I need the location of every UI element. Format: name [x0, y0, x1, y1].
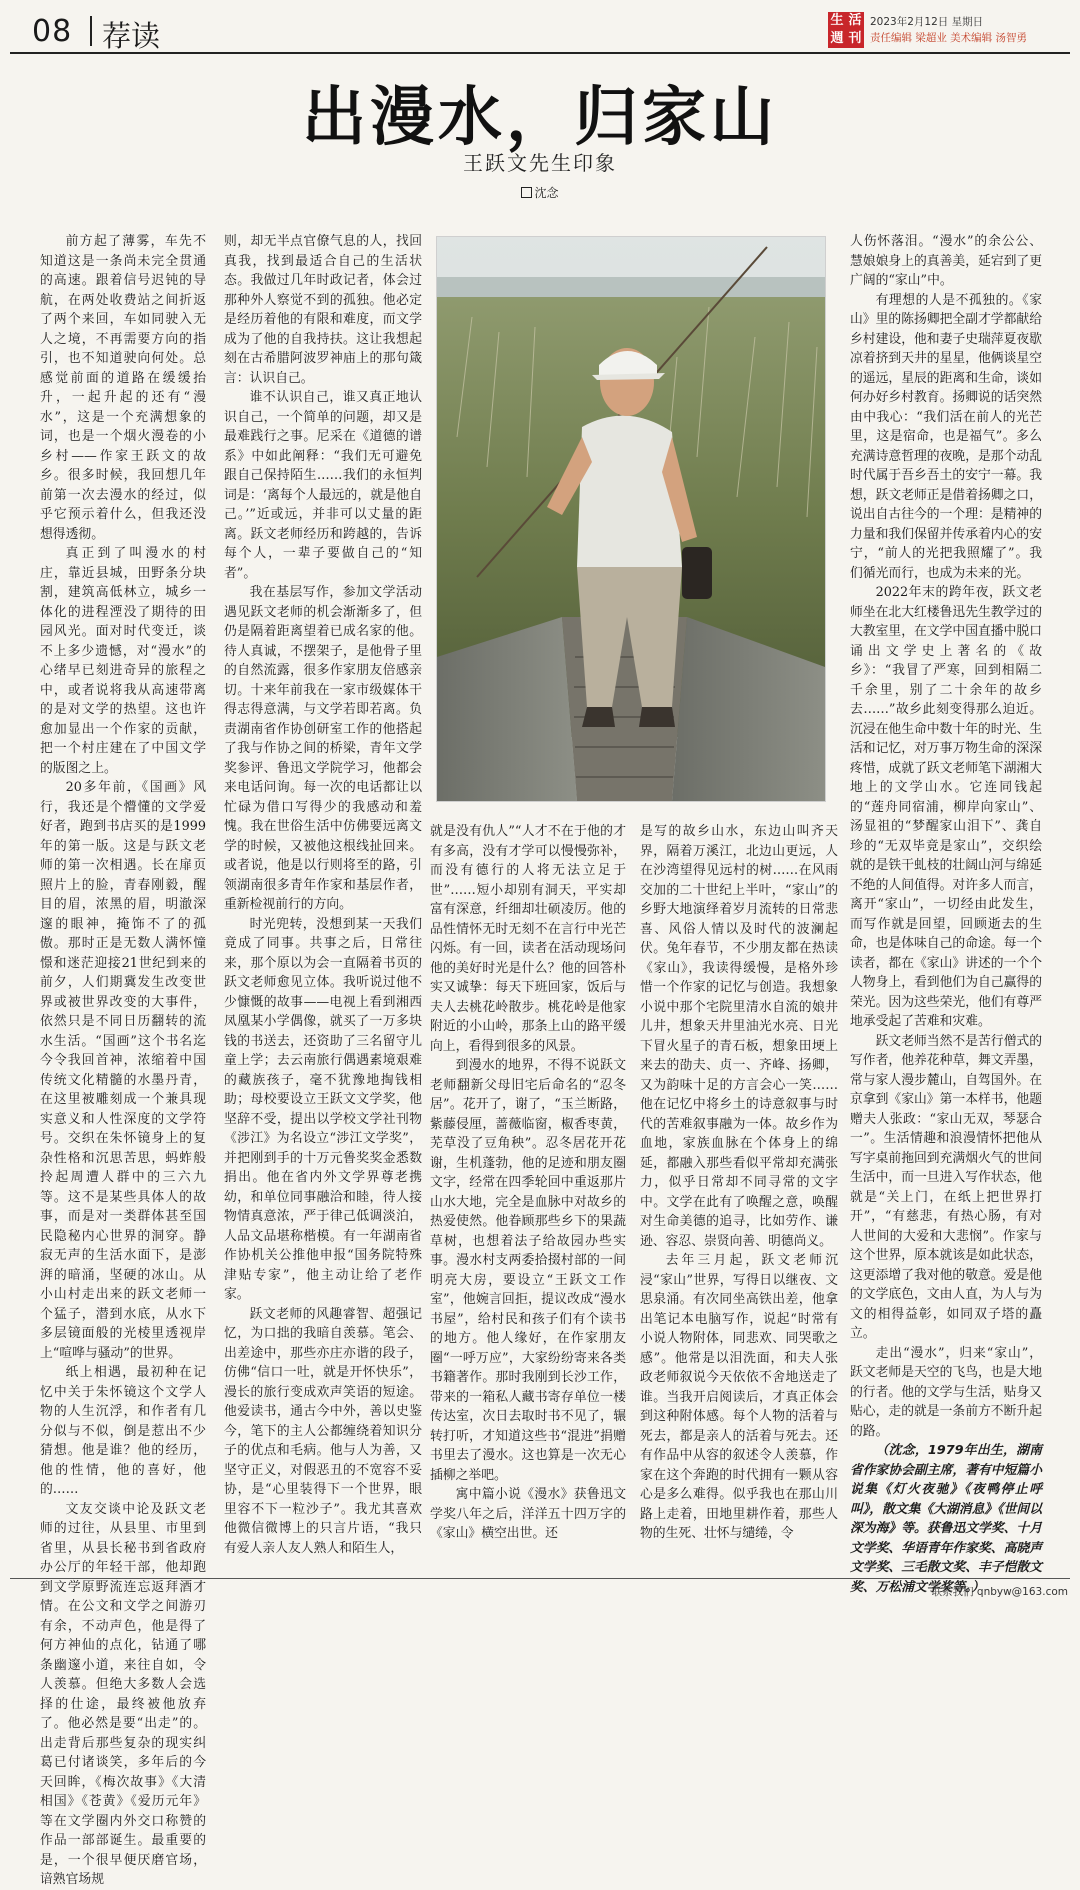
paragraph: 是写的故乡山水，东边山叫齐天界，隔着万溪江，北边山更远，人在沙湾望得见远村的树……在风雨交加的二十世纪上半叶，“家山”的乡野大地演绎着岁月流转的日常悲喜、风俗人情以及时代的波澜起伏。兔年春节，不少朋友都在热读《家山》，我读得缓慢，是格外珍惜一个作家的记忆与创造。我想象小说中那个宅院里清水自流的娘井儿井，想象天井里油光水亮、日光下冒火星子的青石板，想象田埂上来去的劭夫、贞一、齐峰、扬卿，又为韵味十足的方言会心一笑……他在记忆中将乡土的诗意叙事与时代的苦难叙事融为一体。故乡作为血地，家族血脉在个体身上的绵延，都融入那些看似平常却充满张力，似乎日常却不同寻常的文字中。文学在此有了唤醒之意，唤醒对生命美德的追寻，比如劳作、谦逊、容忍、崇贤向善、明德尚义。 [640, 824, 838, 1249]
article-column-4 [640, 822, 838, 1568]
paragraph: 人伤怀落泪。“漫水”的余公公、慧娘娘身上的真善美，延宕到了更广阔的“家山”中。 [850, 234, 1042, 288]
logo-char: 週 [830, 31, 844, 46]
logo-char: 生 [830, 13, 844, 28]
masthead-divider [90, 16, 92, 46]
article-title: 出漫水，归家山 [302, 81, 778, 155]
paragraph: 时光兜转，没想到某一天我们竟成了同事。共事之后，日常往来，那个原以为会一直隔着书页的跃文老师愈见立体。我听说过他不少慷慨的故事——电视上看到湘西凤凰某小学偶像，就买了一万多块钱的书送去，还资助了三名留守儿童上学；去云南旅行偶遇素境艰难的藏族孩子，毫不犹豫地掏钱相助；母校要设立王跃文文学奖，他坚辞不受，提出以学校文学社刊物《涉江》为名设立“涉江文学奖”，并把刚到手的十万元鲁奖奖金悉数捐出。他在省内外文学界尊老携幼，和单位同事融洽和睦，待人接物情真意浓，严于律己低调淡泊，人品文品堪称楷模。有一年湖南省作协机关公推他申报“国务院特殊津贴专家”，他主动让给了老作家。 [224, 916, 422, 1302]
paragraph: 去年三月起，跃文老师沉浸“家山”世界，写得日以继夜、文思泉涌。有次同坐高铁出差，他拿出笔记本电脑写作，说起“时常有小说人物附体，同悲欢、同哭歌之感”。他常是以泪洗面，和夫人张政老师叙说今天依依不舍地送走了谁。当我开启阅读后，才真正体会到这种附体感。每个人物的活着与死去，都是亲人的活着与死去。还有作品中从容的叙述令人羡慕，作家在这个奔跑的时代拥有一颗从容心是多么难得。似乎我也在那山川路上走着，田地里耕作着，那些人物的生死、壮怀与缱绻，令 [640, 1253, 838, 1541]
paragraph: 谁不认识自己，谁又真正地认识自己，一个简单的问题，却又是最难践行之事。尼采在《道德的谱系》中如此阐释：“我们无可避免跟自己保持陌生……我们的永恒判词是：‘离每个人最远的，就是他自己。’”近或远，并非可以丈量的距离。跃文老师经历和跨越的，告诉每个人，一辈子要做自己的“知者”。 [224, 390, 422, 581]
article-column-2 [224, 232, 422, 1568]
newspaper-logo [828, 12, 864, 48]
masthead [10, 8, 1070, 54]
paragraph: 就是没有仇人”“人才不在于他的才有多高，没有才学可以慢慢弥补，而没有德行的人将无法立足于世”……短小却别有洞天，平实却富有深意，纤细却壮硕凌厉。他的品性情怀无时无刻不在言行中光芒闪烁。有一回，读者在活动现场问他的美好时光是什么？他的回答朴实又诚挚：每天下班回家，饭后与夫人去桃花岭散步。桃花岭是他家附近的小山岭，那条上山的路平缓向上，看得到很多的风景。 [430, 824, 626, 1054]
logo-char: 活 [848, 13, 862, 28]
article-column-3 [430, 822, 626, 1568]
paragraph: 有理想的人是不孤独的。《家山》里的陈扬卿把全副才学都献给乡村建设，他和妻子史瑞萍夏夜歇凉着挤到天井的星星，他俩谈星空的遥远，星辰的距离和生命，谈如何办好乡村教育。扬卿说的话突然由中我心：“我们活在前人的光芒里，这是宿命，也是福气”。多么充满诗意哲理的夜晚，是那个动乱时代属于吾乡吾土的安宁一幕。我想，跃文老师正是借着扬卿之口，说出自古往今的一个理：是精神的力量和我们保留并传承着内心的安宁，“前人的光把我照耀了”。我们循光而行，也成为未来的光。 [850, 292, 1042, 581]
paragraph: 我在基层写作，参加文学活动遇见跃文老师的机会渐渐多了，但仍是隔着距离望着已成名家的他。待人真诚，不摆架子，是他骨子里的自然流露，很多作家朋友倍感亲切。十来年前我在一家市级媒体干得志得意满，与文学若即若离。负责湖南省作协创研室工作的他搭起了我与作协之间的桥梁，青年文学奖参评、鲁迅文学院学习，他都会来电话问询。每一次的电话都让以忙碌为借口写得少的我感动和羞愧。我在世俗生活中仿佛要远离文学的时候，又被他这根线扯回来。或者说，他是以行则将至的路，引领湖南很多青年作家和基层作者，重新检视前行的方向。 [224, 585, 422, 912]
paragraph: 跃文老师当然不是苦行僧式的写作者，他养花种草，舞文弄墨，常与家人漫步麓山，自驾国外。在京拿到《家山》第一本样书，他题赠夫人张政：“家山无双，琴瑟合一”。生活情趣和浪漫情怀把他从写字桌前拖回到充满烟火气的世间生活中，而一旦进入写作状态，他就是“关上门，在纸上把世界打开”，“有慈悲，有热心肠，有对人世间的大爱和大悲悯”。作家与这个世界，原本就该是如此状态，这更添增了我对他的敬意。爱是他的文学底色，文由人直，为人与为文的相得益彰，如同双子塔的矗立。 [850, 1033, 1042, 1341]
paragraph: 跃文老师的风趣睿智、超强记忆，为口拙的我暗自羡慕。笔会、出差途中，那些亦庄亦谐的段子，仿佛“信口一吐，就是开怀快乐”，漫长的旅行变成欢声笑语的短途。他爱读书，通古今中外，善以史鉴今，笔下的主人公都缠绕着知识分子的优点和毛病。他与人为善，又坚守正义，对假恶丑的不宽容不妥协，是“心里装得下一个世界，眼里容不下一粒沙子”。我尤其喜欢他微信微博上的只言片语，“我只有爱人亲人友人熟人和陌生人， [224, 1306, 422, 1556]
logo-char: 刊 [848, 31, 862, 46]
page-number: 08 [32, 14, 73, 49]
paragraph: 2022年末的跨年夜，跃文老师坐在北大红楼鲁迅先生教学过的大教室里，在文学中国直播中脱口诵出文学史上著名的《故乡》：“我冒了严寒，回到相隔二千余里，别了二十余年的故乡去……”故乡此刻变得那么迫近。沉浸在他生命中数十年的时光、生活和记忆，对万事万物生命的深深疼惜，成就了跃文老师笔下湖湘大地上的文学山水。它连同钱起的“莲舟同宿浦，柳岸向家山”、汤显祖的“梦醒家山泪下”、龚自珍的“无双毕竟是家山”，交织绘就的是铁干虬枝的壮阔山河与绵延不绝的人间值得。对许多人而言，离开“家山”，一切经由此发生，而写作就是回望，回顾逝去的生命，也是体味自己的命途。每一个读者，都在《家山》讲述的一个个人物身上，看到他们为自己赢得的荣光。因为这些荣光，他们有尊严地承受起了苦难和灾难。 [850, 585, 1042, 1029]
paragraph: 则，却无半点官僚气息的人，找回真我，找到最适合自己的生活状态。我做过几年时政记者，体会过那种外人察觉不到的孤独。他必定是经历着他的有限和难度，而文学成为了他的自我持扶。这让我想起刻在古希腊阿波罗神庙上的那句箴言：认识自己。 [224, 234, 422, 386]
paragraph: 走出“漫水”，归来“家山”，跃文老师是天空的飞鸟，也是大地的行者。他的文学与生活，贴身又贴心，走的就是一条前方不断升起的路。 [850, 1345, 1042, 1439]
article-column-1 [40, 232, 206, 1887]
author-bio: （沈念，1979年出生，湖南省作家协会副主席，著有中短篇小说集《灯火夜驰》《夜鸭停止呼叫》，散文集《大湖消息》《世间以深为海》等。获鲁迅文学奖、十月文学奖、华语青年作家奖、高晓声文学奖、三毛散文奖、丰子恺散文奖、万松浦文学奖等。） [850, 1443, 1042, 1595]
paragraph: 20多年前，《国画》风行，我还是个懵懂的文学爱好者，跑到书店买的是1999年的第一版。这是与跃文老师的第一次相遇。长在扉页照片上的脸，青春刚毅，醒目的眉，浓黑的眉，明澈深邃的眼神，掩饰不了的孤傲。那时正是无数人满怀憧憬和迷茫迎接21世纪到来的前夕，人们期冀发生改变世界或被世界改变的大事件，依然只是不同日历翻转的流水生活。“国画”这个书名迄今令我回首神，浓缩着中国传统文化精髓的水墨丹青，在这里被雕刻成一个兼具现实意义和人性深度的文学符号。交织在朱怀镜身上的复杂性格和沉思苦思，蚂蚱般拎起周遭人群中的三六九等。这不是某些具体人的故事，而是对一类群体甚至国民隐秘内心世界的洞穿。静寂无声的生活水面下，是澎湃的暗涌，坚硬的冰山。从小山村走出来的跃文老师一个猛子，潜到水底，从水下多层镜面般的光棱里透视岸上“喧哗与骚动”的世界。 [40, 780, 206, 1361]
issue-meta [870, 14, 1080, 46]
byline-box-icon [521, 187, 532, 198]
paragraph: 文友交谈中论及跃文老师的过往，从县里、市里到省里，从县长秘书到省政府办公厅的年轻干部，他却跑到文学原野流连忘返拜酒才情。在公文和文学之间游刃有余，不动声色，他是得了何方神仙的点化，钻通了哪条幽邃小道，来往自如，令人羡慕。但绝大多数人会选择的仕途，最终被他放弃了。他必然是要“出走”的。出走背后那些复杂的现实纠葛已付诸谈笑，多年后的今天回眸，《梅次故事》《大清相国》《苍黄》《爱历元年》等在文学圈内外交口称赞的作品一部部诞生。最重要的是，一个很早便厌磨官场，谙熟官场规 [40, 1501, 206, 1887]
contact-footer: 联系我们 qnbyw@163.com [931, 1586, 1068, 1598]
editors-credit: 责任编辑 梁超业 美术编辑 汤智勇 [870, 32, 1028, 44]
footer-rule [10, 1578, 1070, 1579]
author-photo [436, 236, 826, 802]
paragraph: 真正到了叫漫水的村庄，靠近县城，田野条分块割，建筑高低林立，城乡一体化的进程湮没了期待的田园风光。面对时代变迁，谈不上多少遗憾，对“漫水”的心绪早已刻进奇异的旅程之中，或者说将我从高速带离的是对文学的热望。这也许愈加显出一个作家的贡献，把一个村庄建在了中国文学的版图之上。 [40, 546, 206, 776]
paragraph: 到漫水的地界，不得不说跃文老师翻新父母旧宅后命名的“忍冬居”。花开了，谢了，“玉兰断路，紫藤侵厘，蔷薇临窗，椒香枣黄，芜草没了豆角秧”。忍冬居花开花谢，生机蓬勃，他的足迹和朋友圈文字，经常在四季轮回中重返那片山水大地，完全是血脉中对故乡的热爱使然。他眷顾那些乡下的果蔬草树，也想着法子给故园办些实事。漫水村支两委拾掇村部的一间明亮大房，要设立“王跃文工作室”，他婉言回拒，提议改成“漫水书屋”，给村民和孩子们有个读书的地方。他人缘好，在作家朋友圈“一呼万应”，大家纷纷寄来各类书籍著作。那时我刚到长沙工作，带来的一箱私人藏书寄存单位一楼传达室，次日去取时书不见了，辗转打听，才知道这些书“混进”捐赠书里去了漫水。这也算是一次无心插柳之举吧。 [430, 1058, 626, 1483]
paragraph: 寓中篇小说《漫水》获鲁迅文学奖八年之后，洋洋五十四万字的《家山》横空出世。还 [430, 1487, 626, 1541]
issue-date: 2023年2月12日 星期日 [870, 16, 984, 28]
author-byline [0, 184, 1080, 201]
section-title: 荐读 [102, 19, 161, 53]
paragraph: 纸上相遇，最初种在记忆中关于朱怀镜这个文学人物的人生沉浮，和作者有几分似与不似，倒是惹出不少猜想。他是谁？他的经历，他的性情，他的喜好，他的…… [40, 1365, 206, 1497]
author-name: 沈念 [534, 186, 559, 200]
paragraph: 前方起了薄雾，车先不知道这是一条尚未完全贯通的高速。跟着信号迟钝的导航，在两处收费站之间折返了两个来回，车如同驶入无人之境，不再需要方向的指引，也不知道驶向何处。总感觉前面的道路在缓缓抬升，一起升起的还有“漫水”，这是一个充满想象的词，也是一个烟火漫卷的小乡村——作家王跃文的故乡。很多时候，我回想几年前第一次去漫水的经过，似乎它预示着什么，但我还没想得透彻。 [40, 234, 206, 542]
article-subtitle: 王跃文先生印象 [463, 151, 617, 175]
